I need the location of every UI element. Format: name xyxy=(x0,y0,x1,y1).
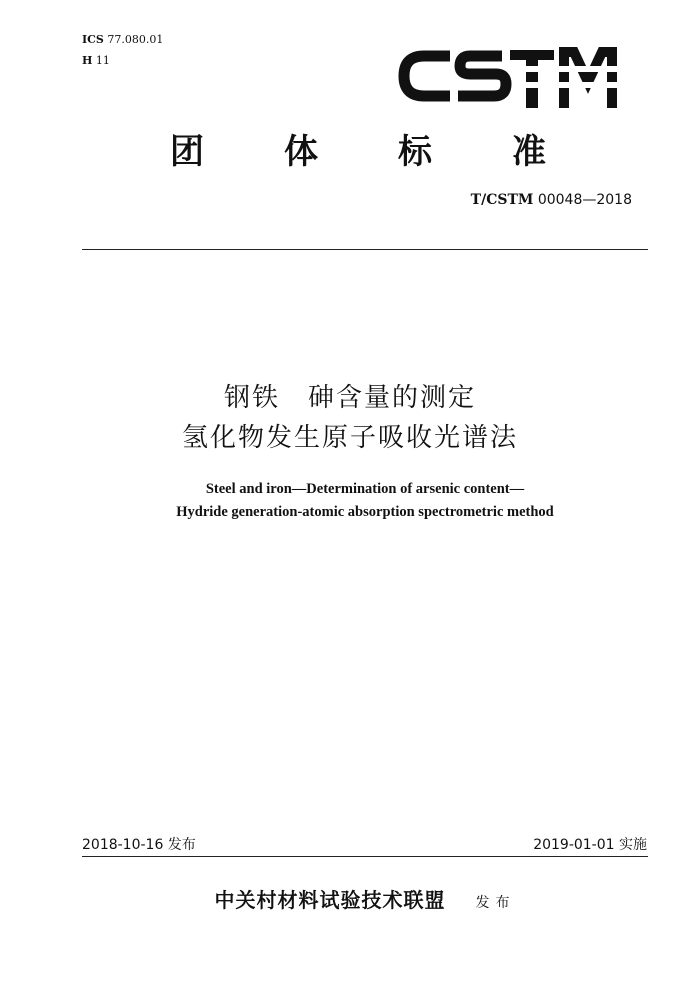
title-cn-line2: 氢化物发生原子吸收光谱法 xyxy=(181,423,518,453)
publish-date: 2018-10-16 发布 xyxy=(82,837,196,853)
issuer-organization: 中关村材料试验技术联盟 xyxy=(214,888,446,912)
ics-code xyxy=(82,34,163,46)
ccs-label: H xyxy=(82,54,93,67)
ccs-value: 11 xyxy=(95,54,110,67)
standard-number xyxy=(471,191,632,209)
standard-type-char: 体 xyxy=(284,132,318,172)
issuer-action: 发布 xyxy=(475,895,516,911)
ics-label: ICS xyxy=(82,33,104,46)
title-cn-line1: 钢铁 砷含量的测定 xyxy=(223,383,476,413)
title-en-line2: Hydride generation-atomic absorption spectrometric method xyxy=(176,504,554,520)
ics-value: 77.080.01 xyxy=(107,33,164,46)
standard-type xyxy=(0,132,700,172)
standard-number-value: 00048—2018 xyxy=(537,192,632,208)
standard-type-char: 团 xyxy=(170,132,204,172)
title-en-line1: Steel and iron—Determination of arsenic content— xyxy=(205,481,525,497)
ccs-code xyxy=(82,55,110,67)
standard-number-prefix: T/CSTM xyxy=(470,192,534,208)
issuer xyxy=(0,886,700,917)
header-divider xyxy=(82,249,648,250)
standard-type-char: 标 xyxy=(398,132,432,172)
cstm-logo-icon xyxy=(398,44,618,114)
standard-type-char: 准 xyxy=(512,132,546,172)
footer-divider xyxy=(82,856,648,857)
implementation-date: 2019-01-01 实施 xyxy=(533,837,647,853)
